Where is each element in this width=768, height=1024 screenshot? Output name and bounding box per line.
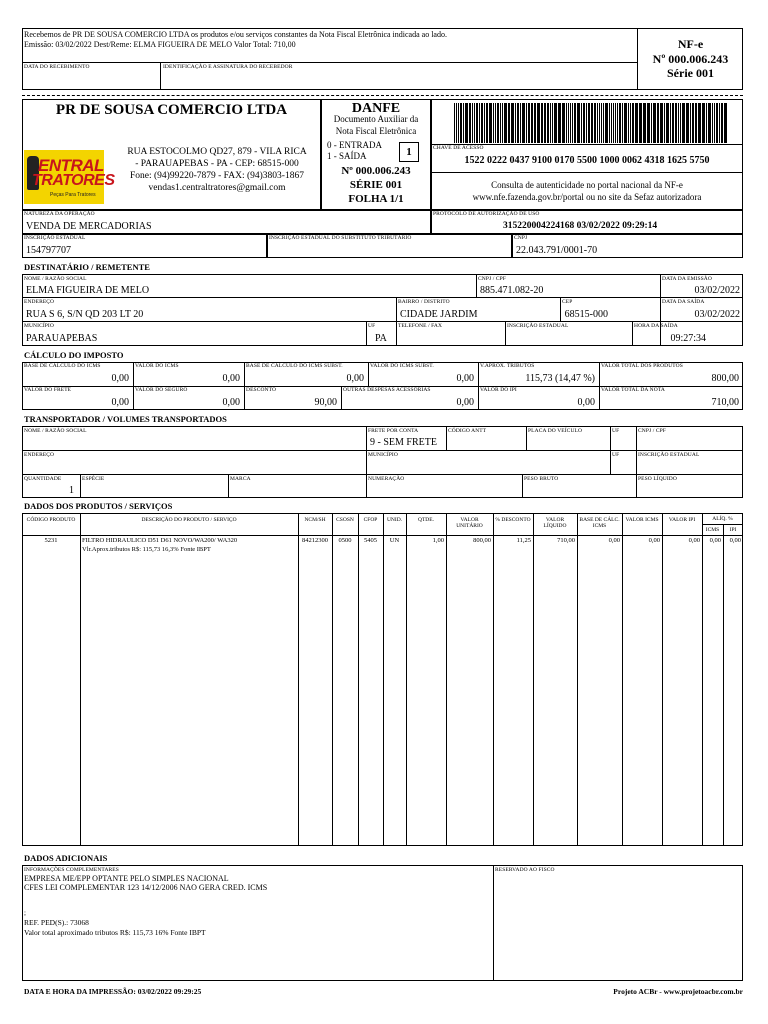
produtos-col-divider xyxy=(406,513,407,846)
produto-cell-vunit: 800,00 xyxy=(473,537,491,544)
produto-cell-desc: 11,25 xyxy=(516,537,531,544)
danfe-subtitle-2: Nota Fiscal Eletrônica xyxy=(335,126,417,136)
transp-frete-value: 9 - SEM FRETE xyxy=(370,437,437,448)
canhoto-nfe-label: NF-e xyxy=(677,37,704,51)
imposto-vline xyxy=(341,386,342,410)
imposto-field-value: 0,00 xyxy=(222,397,240,408)
info-line-3: ; xyxy=(24,909,26,917)
transp-uf-label: UF xyxy=(612,428,620,434)
imposto-vline xyxy=(599,386,600,410)
dest-vline-1 xyxy=(476,274,477,297)
dest-vline-6 xyxy=(396,321,397,346)
transp-vline-5 xyxy=(636,426,637,498)
produtos-col-divider xyxy=(332,513,333,846)
dest-vline-8 xyxy=(632,321,633,346)
transp-ie-label: INSCRIÇÃO ESTADUAL xyxy=(638,452,700,458)
produto-cell-codigo: 5231 xyxy=(44,537,58,544)
produtos-col-divider xyxy=(383,513,384,846)
produto-cell-ncm: 84212300 xyxy=(302,537,328,544)
emitente-email: vendas1.centraltratores@gmail.com xyxy=(148,183,286,193)
logo-text-2: TRATORES xyxy=(32,172,115,189)
dest-nome-label: NOME / RAZÃO SOCIAL xyxy=(24,276,87,282)
dest-ie-label: INSCRIÇÃO ESTADUAL xyxy=(507,323,569,329)
logo-tagline: Peças Para Tratores xyxy=(50,192,96,198)
danfe-subtitle-1: Documento Auxiliar da xyxy=(333,114,419,124)
imposto-vline xyxy=(244,362,245,386)
transp-numeracao-label: NUMERAÇÃO xyxy=(368,476,405,482)
logo-text-1: ENTRAL xyxy=(38,156,104,175)
reservado-fisco-label: RESERVADO AO FISCO xyxy=(495,867,555,873)
imposto-field-label: OUTRAS DESPESAS ACESSÓRIAS xyxy=(343,387,431,393)
produto-cell-vipi: 0,00 xyxy=(688,537,700,544)
emitente-address-1: RUA ESTOCOLMO QD27, 879 - VILA RICA xyxy=(127,147,307,157)
danfe-folha: FOLHA 1/1 xyxy=(348,193,404,205)
imposto-field-value: 90,00 xyxy=(314,397,337,408)
produtos-col-divider xyxy=(533,513,534,846)
consulta-text-2: www.nfe.fazenda.gov.br/portal ou no site da Sefaz autorizadora xyxy=(472,192,702,202)
imposto-vline xyxy=(599,362,600,386)
imposto-field-label: DESCONTO xyxy=(246,387,277,393)
produtos-header-ncm: NCM/SH xyxy=(304,517,326,523)
danfe-serie: SÉRIE 001 xyxy=(349,179,403,191)
dest-vline-5 xyxy=(366,321,367,346)
emitente-phone: Fone: (94)99220-7879 - FAX: (94)3803-1867 xyxy=(130,171,304,181)
dest-saida-label: DATA DA SAÍDA xyxy=(662,299,705,305)
imposto-vline xyxy=(478,386,479,410)
produtos-col-divider xyxy=(622,513,623,846)
transp-vline-1 xyxy=(366,426,367,474)
transp-row-divider-1 xyxy=(22,450,743,451)
dest-row-divider-2 xyxy=(22,321,743,322)
dest-vline-4 xyxy=(560,297,561,321)
cut-line xyxy=(22,95,743,96)
data-recebimento-label: DATA DO RECEBIMENTO xyxy=(24,64,90,70)
danfe-entrada: 0 - ENTRADA xyxy=(327,140,382,150)
produtos-header-unid: UNID. xyxy=(386,517,403,523)
protocolo-label: PROTOCOLO DE AUTORIZAÇÃO DE USO xyxy=(433,211,540,217)
transp-marca-label: MARCA xyxy=(230,476,251,482)
produtos-header-descricao: DESCRIÇÃO DO PRODUTO / SERVIÇO xyxy=(141,517,237,523)
transp-nome-label: NOME / RAZÃO SOCIAL xyxy=(24,428,87,434)
produtos-col-divider xyxy=(702,513,703,846)
imposto-field-value: 710,00 xyxy=(711,397,739,408)
imposto-field-value: 115,73 (14,47 %) xyxy=(525,373,595,384)
produtos-section-title: DADOS DOS PRODUTOS / SERVIÇOS xyxy=(24,501,173,511)
adicionais-section-title: DADOS ADICIONAIS xyxy=(24,853,108,863)
natureza-label: NATUREZA DA OPERAÇÃO xyxy=(24,211,95,217)
info-line-2: CFES LEI COMPLEMENTAR 123 14/12/2006 NAO GERA CRED. ICMS xyxy=(24,883,268,892)
produto-cell-aicms: 0,00 xyxy=(709,537,721,544)
dest-uf-label: UF xyxy=(368,323,376,329)
transp-qtd-value: 1 xyxy=(69,485,74,496)
dest-row-divider-1 xyxy=(22,297,743,298)
produtos-header-vliq: VALOR LÍQUIDO xyxy=(543,517,567,530)
canhoto-nfe-serie: Série 001 xyxy=(667,66,714,80)
imposto-section-title: CÁLCULO DO IMPOSTO xyxy=(24,350,124,360)
imposto-vline xyxy=(478,362,479,386)
natureza-value: VENDA DE MERCADORIAS xyxy=(26,221,152,232)
produtos-header-desc: % DESCONTO xyxy=(495,517,531,523)
imposto-vline xyxy=(368,362,369,386)
chave-value: 1522 0222 0437 9100 0170 5500 1000 0062 4318 1625 5750 xyxy=(464,155,710,166)
transp-antt-label: CÓDIGO ANTT xyxy=(448,428,487,434)
imposto-field-label: VALOR TOTAL DA NOTA xyxy=(601,387,665,393)
dest-bairro-label: BAIRRO / DISTRITO xyxy=(398,299,450,305)
ie-label: INSCRIÇÃO ESTADUAL xyxy=(24,235,86,241)
danfe-title: DANFE xyxy=(351,101,401,116)
transp-uf2-label: UF xyxy=(612,452,620,458)
transp-municipio-label: MUNICÍPIO xyxy=(368,452,398,458)
produtos-col-divider xyxy=(358,513,359,846)
cnpj-label: CNPJ xyxy=(514,235,528,241)
aliq-divider xyxy=(702,524,743,525)
produtos-col-divider xyxy=(662,513,663,846)
transp-placa-label: PLACA DO VEÍCULO xyxy=(528,428,583,434)
data-impressao: DATA E HORA DA IMPRESSÃO: 03/02/2022 09:29:25 xyxy=(24,987,202,996)
dest-cpf-label: CNPJ / CPF xyxy=(478,276,506,282)
protocolo-value: 315220004224168 03/02/2022 09:29:14 xyxy=(503,221,658,231)
imposto-field-label: V.APROX. TRIBUTOS xyxy=(480,363,535,369)
ie-value: 154797707 xyxy=(26,245,71,256)
imposto-field-value: 0,00 xyxy=(577,397,595,408)
produto-cell-descricao: FILTRO HIDRAULICO D51 D61 NOVO/WA200/ WA320 xyxy=(82,537,238,544)
consulta-text-1: Consulta de autenticidade no portal nacional da NF-e xyxy=(491,180,683,190)
produtos-header-cfop: CFOP xyxy=(363,517,378,523)
emitente-address-2: - PARAUAPEBAS - PA - CEP: 68515-000 xyxy=(135,159,299,169)
produto-cell-vliq: 710,00 xyxy=(557,537,575,544)
imposto-field-label: BASE DE CÁLCULO DO ICMS xyxy=(24,363,101,369)
imposto-field-value: 0,00 xyxy=(456,397,474,408)
produto-cell-descricao-2: Vlr.Aprox.tributos R$: 115,73 16,3% Fonte IBPT xyxy=(82,546,211,553)
imposto-field-value: 0,00 xyxy=(111,373,129,384)
dest-uf-value: PA xyxy=(375,333,387,344)
transp-especie-label: ESPÉCIE xyxy=(82,476,105,482)
info-line-5: Valor total aproximado tributos R$: 115,73 16% Fonte IBPT xyxy=(24,928,206,937)
dest-bairro-value: CIDADE JARDIM xyxy=(400,309,478,320)
dest-vline-7 xyxy=(505,321,506,346)
produtos-header-aliq: ALÍQ. % xyxy=(712,516,733,522)
produtos-header-bcicms: BASE DE CÁLC. ICMS xyxy=(579,517,620,530)
canhoto-vdivider2 xyxy=(160,62,161,90)
transp-pbruto-label: PESO BRUTO xyxy=(524,476,559,482)
imposto-field-label: VALOR DO ICMS SUBST. xyxy=(370,363,434,369)
produto-cell-unid: UN xyxy=(389,537,400,544)
dest-endereco-value: RUA S 6, S/N QD 203 LT 20 xyxy=(26,309,144,320)
dest-emissao-value: 03/02/2022 xyxy=(694,285,740,296)
dest-endereco-label: ENDEREÇO xyxy=(24,299,55,305)
imposto-vline xyxy=(133,362,134,386)
produtos-header-vunit: VALOR UNITÁRIO xyxy=(456,517,483,530)
transp-frete-label: FRETE POR CONTA xyxy=(368,428,419,434)
iest-label: INSCRIÇÃO ESTADUAL DO SUBSTITUTO TRIBUTÁRIO xyxy=(269,235,412,241)
imposto-vline xyxy=(244,386,245,410)
chave-divider-2 xyxy=(431,172,743,173)
produtos-col-divider xyxy=(723,524,724,846)
dest-municipio-value: PARAUAPEBAS xyxy=(26,333,98,344)
dest-municipio-label: MUNICÍPIO xyxy=(24,323,54,329)
info-line-1: EMPRESA ME/EPP OPTANTE PELO SIMPLES NACIONAL xyxy=(24,874,229,883)
adicionais-vline xyxy=(493,865,494,981)
transp-qtd-label: QUANTIDADE xyxy=(24,476,62,482)
chave-label: CHAVE DE ACESSO xyxy=(433,145,484,151)
projeto-acbr: Projeto ACBr - www.projetoacbr.com.br xyxy=(613,987,743,996)
produto-cell-cfop: 5405 xyxy=(364,537,377,544)
transp-vline-9 xyxy=(522,474,523,498)
canhoto-text-2: Emissão: 03/02/2022 Dest/Reme: ELMA FIGUEIRA DE MELO Valor Total: 710,00 xyxy=(24,40,296,49)
produtos-header-codigo: CÓDIGO PRODUTO xyxy=(26,517,76,523)
imposto-vline xyxy=(133,386,134,410)
danfe-saida: 1 - SAÍDA xyxy=(327,151,367,161)
cnpj-value: 22.043.791/0001-70 xyxy=(516,245,598,256)
produtos-header-vicms: VALOR ICMS xyxy=(625,517,659,523)
produto-cell-aipi: 0,00 xyxy=(729,537,741,544)
imposto-field-label: VALOR TOTAL DOS PRODUTOS xyxy=(601,363,683,369)
produto-cell-qtde: 1,00 xyxy=(432,537,444,544)
produtos-col-divider xyxy=(80,513,81,846)
dest-nome-value: ELMA FIGUEIRA DE MELO xyxy=(26,285,150,296)
produtos-header-aicms: ICMS xyxy=(705,527,720,533)
imposto-field-label: VALOR DO FRETE xyxy=(24,387,72,393)
transp-vline-6 xyxy=(80,474,81,498)
imposto-field-value: 800,00 xyxy=(711,373,739,384)
transp-row-divider-2 xyxy=(22,474,743,475)
transp-vline-4 xyxy=(610,426,611,474)
danfe-numero: Nº 000.006.243 xyxy=(341,165,411,177)
dest-cep-label: CEP xyxy=(562,299,573,305)
produtos-col-divider xyxy=(493,513,494,846)
produto-cell-csosn: 0500 xyxy=(338,537,352,544)
destinatario-section-title: DESTINATÁRIO / REMETENTE xyxy=(24,262,150,272)
imposto-field-label: VALOR DO ICMS xyxy=(135,363,179,369)
dest-vline-3 xyxy=(396,297,397,321)
canhoto-nfe-numero: Nº 000.006.243 xyxy=(652,52,729,66)
produtos-header-csosn: CSOSN xyxy=(336,517,354,523)
transp-vline-8 xyxy=(366,474,367,498)
produtos-col-divider xyxy=(446,513,447,846)
dest-cpf-value: 885.471.082-20 xyxy=(480,285,544,296)
imposto-field-label: BASE DE CÁLCULO DO ICMS SUBST. xyxy=(246,363,343,369)
info-complementares-label: INFORMAÇÕES COMPLEMENTARES xyxy=(24,867,119,873)
produtos-header-qtde: QTDE. xyxy=(417,517,435,523)
dest-emissao-label: DATA DA EMISSÃO xyxy=(662,276,712,282)
produto-cell-vicms: 0,00 xyxy=(648,537,660,544)
canhoto-text-1: Recebemos de PR DE SOUSA COMERCIO LTDA os produtos e/ou serviços constantes da Nota Fiscal Eletrônica indicada ao lado. xyxy=(24,30,447,39)
produtos-col-divider xyxy=(577,513,578,846)
produtos-col-divider xyxy=(298,513,299,846)
imposto-field-value: 0,00 xyxy=(346,373,364,384)
imposto-field-label: VALOR DO SEGURO xyxy=(135,387,188,393)
imposto-field-value: 0,00 xyxy=(111,397,129,408)
danfe-tipo-box: 1 xyxy=(399,142,419,162)
dest-cep-value: 68515-000 xyxy=(564,309,608,320)
assinatura-label: IDENTIFICAÇÃO E ASSINATURA DO RECEBEDOR xyxy=(163,64,293,70)
produtos-header-aipi: IPI xyxy=(729,527,737,533)
chave-barcode xyxy=(452,103,731,143)
transp-pliquido-label: PESO LÍQUIDO xyxy=(638,476,677,482)
transp-endereco-label: ENDEREÇO xyxy=(24,452,55,458)
produtos-header-vipi: VALOR IPI xyxy=(668,517,696,523)
imposto-field-label: VALOR DO IPI xyxy=(480,387,517,393)
produto-cell-bcicms: 0,00 xyxy=(608,537,620,544)
imposto-field-value: 0,00 xyxy=(222,373,240,384)
transp-cnpj-label: CNPJ / CPF xyxy=(638,428,666,434)
transp-vline-3 xyxy=(526,426,527,450)
canhoto-divider xyxy=(22,62,637,63)
transp-vline-2 xyxy=(446,426,447,450)
imposto-field-value: 0,00 xyxy=(456,373,474,384)
dest-fone-label: TELEFONE / FAX xyxy=(398,323,443,329)
central-tratores-logo xyxy=(24,150,115,204)
transp-vline-7 xyxy=(228,474,229,498)
dest-hora-value: 09:27:34 xyxy=(670,333,706,344)
dest-hora-label: HORA DA SAÍDA xyxy=(634,323,678,329)
dest-saida-value: 03/02/2022 xyxy=(694,309,740,320)
info-line-4: REF. PED(S).: 73068 xyxy=(24,918,89,927)
transportador-section-title: TRANSPORTADOR / VOLUMES TRANSPORTADOS xyxy=(24,414,227,424)
emitente-name: PR DE SOUSA COMERCIO LTDA xyxy=(55,102,288,118)
